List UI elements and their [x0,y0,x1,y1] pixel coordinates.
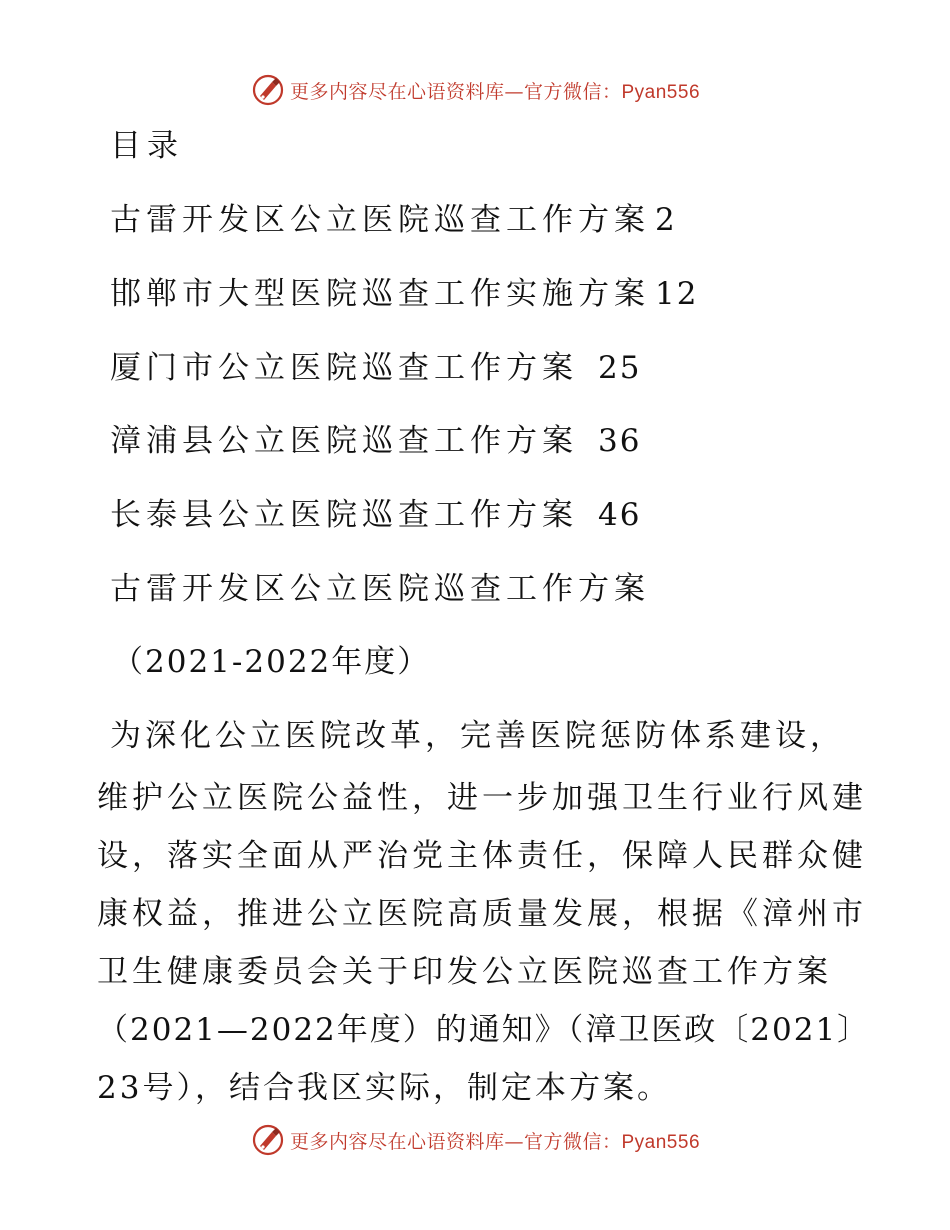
toc-entry[interactable] [110,493,642,537]
toc-entry-page: 46 [598,497,642,533]
pen-nib-logo-icon [250,1122,286,1158]
toc-entry-page: 36 [598,423,642,459]
toc-entry[interactable] [110,198,677,242]
section-title: 古雷开发区公立医院巡查工作方案 [110,571,650,607]
toc-entry[interactable] [110,346,642,390]
toc-entry-page: 25 [598,350,642,386]
paragraph-line: （2021—2022年度）的通知》（漳卫医政〔2021〕 [97,1012,871,1048]
toc-entry[interactable] [110,419,642,463]
toc-entry-page: 2 [655,202,677,238]
paragraph-line: 康权益，推进公立医院高质量发展，根据《漳州市 [97,896,867,932]
banner-text: 更多内容尽在心语资料库—官方微信：Pyan556 [289,1130,701,1153]
toc-entry-label: 漳浦县公立医院巡查工作方案 [110,423,578,459]
toc-entry-label: 邯郸市大型医院巡查工作实施方案 [110,276,650,312]
paragraph-line: 23号），结合我区实际，制定本方案。 [97,1070,671,1106]
toc-entry[interactable] [110,272,699,316]
wechat-id: Pyan556 [621,1131,701,1153]
banner-text: 更多内容尽在心语资料库—官方微信：Pyan556 [289,80,701,103]
toc-entry-page: 12 [655,276,699,312]
header-banner [0,70,950,110]
toc-entry-label: 古雷开发区公立医院巡查工作方案 [110,202,650,238]
toc-entry-label: 长泰县公立医院巡查工作方案 [110,497,578,533]
paragraph-line: 维护公立医院公益性，进一步加强卫生行业行风建 [97,780,867,816]
paragraph-line: 卫生健康委员会关于印发公立医院巡查工作方案 [97,954,832,990]
paragraph-line: 设，落实全面从严治党主体责任，保障人民群众健 [97,838,867,874]
paragraph-line: 为深化公立医院改革，完善医院惩防体系建设， [110,718,845,754]
pen-nib-logo-icon [250,72,286,108]
toc-title: 目录 [110,128,184,164]
footer-banner [0,1120,950,1160]
wechat-id: Pyan556 [621,81,701,103]
section-subtitle: （2021-2022年度） [112,644,431,680]
toc-entry-label: 厦门市公立医院巡查工作方案 [110,350,578,386]
